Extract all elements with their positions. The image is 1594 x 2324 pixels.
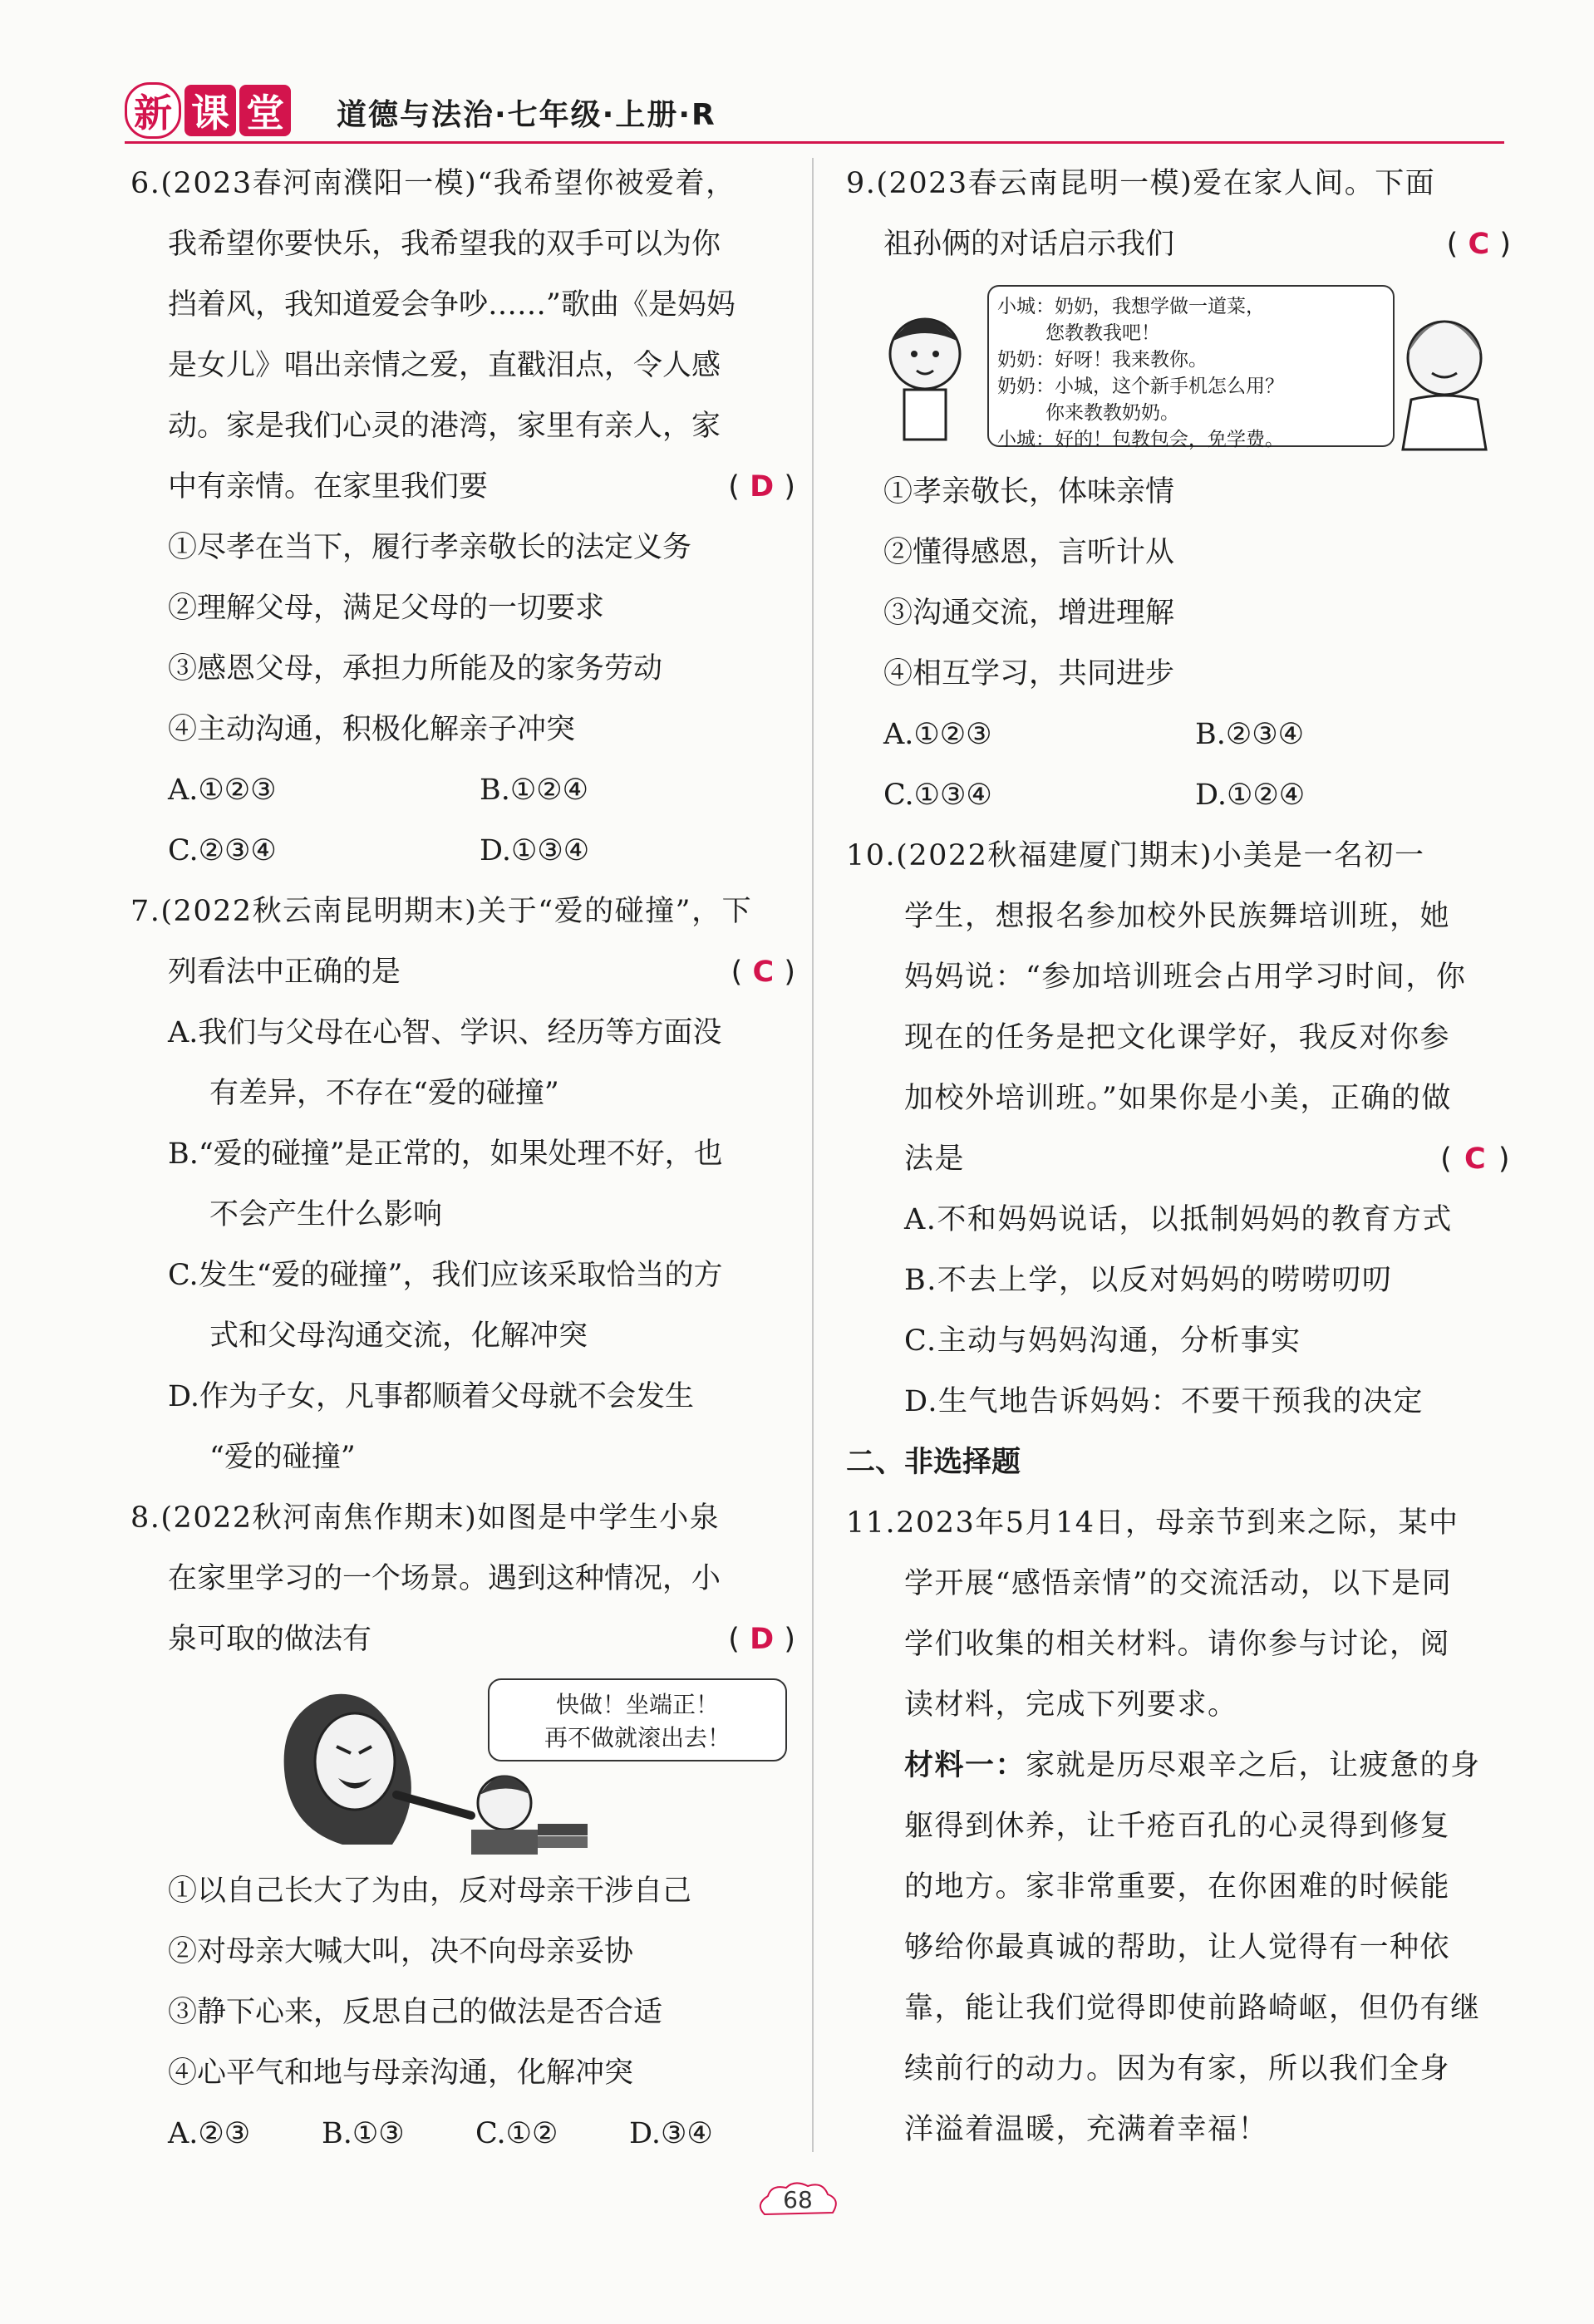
- q6-stem-line: 动。家是我们心灵的港湾，家里有亲人，家: [168, 410, 721, 443]
- q6-option-c: C.②③④: [168, 834, 277, 867]
- q8-option-c: C.①②: [475, 2117, 558, 2150]
- q10-option-c: C.主动与妈妈沟通，分析事实: [904, 1324, 1301, 1358]
- q7-option-b: B.“爱的碰撞”是正常的，如果处理不好，也: [168, 1137, 723, 1171]
- question-6: [130, 154, 795, 882]
- section-heading: 二、非选择题: [846, 1446, 1021, 1479]
- q7-answer: ( C ): [731, 956, 795, 989]
- q8-option-b: B.①③: [322, 2117, 405, 2150]
- q9-option-row: [846, 705, 1511, 765]
- q6-statement: ①尽孝在当下，履行孝亲敬长的法定义务: [168, 531, 692, 564]
- dialog-line: 小城：奶奶，我想学做一道菜，: [997, 296, 1265, 317]
- question-11: [846, 1493, 1511, 2160]
- q6-option-row: [130, 821, 795, 882]
- bubble-line: 快做！坐端正！: [555, 1691, 719, 1718]
- q9-option-d: D.①②④: [1195, 779, 1306, 812]
- material-label: 材料一：: [904, 1749, 1026, 1782]
- q10-stem-line: 现在的任务是把文化课学好，我反对你参: [904, 1021, 1451, 1054]
- right-column: [846, 154, 1511, 2160]
- q9-option-b: B.②③④: [1195, 718, 1304, 751]
- header-rule: [125, 141, 1504, 144]
- q8-option-d: D.③④: [629, 2117, 713, 2150]
- q6-answer: ( D ): [728, 470, 795, 504]
- q9-option-c: C.①③④: [883, 779, 992, 812]
- q11-stem-line: 学们收集的相关材料。请你参与讨论，阅: [904, 1628, 1451, 1661]
- question-8: [130, 1488, 795, 2164]
- question-7: [130, 882, 795, 1488]
- q6-stem-line: [130, 457, 795, 518]
- material-text: 家就是历尽艰辛之后，让疲惫的身: [1026, 1749, 1481, 1782]
- q7-option-c-cont: 式和父母沟通交流，化解冲突: [209, 1319, 588, 1353]
- q8-statement: ④心平气和地与母亲沟通，化解冲突: [168, 2056, 634, 2090]
- q11-material-line: 续前行的动力。因为有家，所以我们全身: [904, 2052, 1451, 2086]
- q10-option-d: D.生气地告诉妈妈：不要干预我的决定: [904, 1385, 1424, 1418]
- bubble-line: 再不做就滚出去！: [544, 1724, 731, 1752]
- logo-char-2: 课: [184, 85, 236, 136]
- brand-logo: [125, 81, 291, 140]
- q11-material-line: 的地方。家非常重要，在你困难的时候能: [904, 1870, 1451, 1904]
- q10-stem-tail: 法是: [904, 1142, 966, 1176]
- q7-option-d: D.作为子女，凡事都顺着父母就不会发生: [168, 1380, 694, 1413]
- q10-stem-line: [846, 1129, 1511, 1190]
- q8-stem-line: 在家里学习的一个场景。遇到这种情况，小: [168, 1562, 721, 1595]
- q11-material-line: 洋溢着温暖，充满着幸福！: [904, 2113, 1269, 2146]
- q11-material-line: [846, 1736, 1511, 1796]
- q6-option-d: D.①③④: [480, 834, 590, 867]
- q8-answer-letter: D: [750, 1623, 775, 1656]
- q9-answer: ( C ): [1446, 228, 1511, 261]
- q7-option-a: A.我们与父母在心智、学识、经历等方面没: [168, 1016, 722, 1049]
- page-number: 68: [783, 2186, 813, 2213]
- q6-statement: ②理解父母，满足父母的一切要求: [168, 592, 605, 625]
- q9-illustration: [846, 275, 1511, 462]
- q7-option-a-cont: 有差异，不存在“爱的碰撞”: [209, 1077, 559, 1110]
- q11-material-line: 够给你最真诚的帮助，让人觉得有一种依: [904, 1931, 1451, 1964]
- q8-option-a: A.②③: [168, 2117, 251, 2150]
- q10-stem-line: 妈妈说：“参加培训班会占用学习时间，你: [904, 961, 1467, 994]
- q9-stem-tail: 祖孙俩的对话启示我们: [883, 228, 1175, 261]
- page-footer: [752, 2181, 844, 2224]
- q7-option-b-cont: 不会产生什么影响: [209, 1198, 443, 1231]
- q11-material-line: 靠，能让我们觉得即使前路崎岖，但仍有继: [904, 1992, 1481, 2025]
- q10-option-b: B.不去上学，以反对妈妈的唠唠叨叨: [904, 1264, 1393, 1297]
- q6-option-a: A.①②③: [168, 774, 277, 807]
- q7-stem-line: [130, 942, 795, 1003]
- q6-statement: ③感恩父母，承担力所能及的家务劳动: [168, 652, 663, 685]
- question-9: [846, 154, 1511, 826]
- dialog-line: 奶奶：好呀！我来教你。: [997, 349, 1208, 371]
- q8-stem-tail: 泉可取的做法有: [168, 1623, 372, 1656]
- q9-option-row: [846, 765, 1511, 826]
- q10-answer-letter: C: [1464, 1142, 1488, 1176]
- speech-bubble: [488, 1678, 787, 1761]
- q9-statement: ③沟通交流，增进理解: [883, 597, 1175, 630]
- q11-material-line: 躯得到休养，让千疮百孔的心灵得到修复: [904, 1810, 1451, 1843]
- q10-stem-line: 10.(2022秋福建厦门期末)小美是一名初一: [846, 839, 1425, 872]
- q9-stem-line: 9.(2023春云南昆明一模)爱在家人间。下面: [846, 167, 1436, 200]
- dialog-line: 奶奶：小城，这个新手机怎么用？: [997, 376, 1284, 397]
- q7-answer-letter: C: [752, 956, 775, 989]
- q9-statement: ②懂得感恩，言听计从: [883, 536, 1175, 569]
- dialog-line: 你来教教奶奶。: [1045, 402, 1179, 424]
- q9-answer-letter: C: [1468, 228, 1490, 261]
- book-title: 道德与法治·七年级·上册·R: [337, 98, 716, 132]
- q7-stem-line: 7.(2022秋云南昆明期末)关于“爱的碰撞”，下: [130, 895, 753, 928]
- q8-stem-line: 8.(2022秋河南焦作期末)如图是中学生小泉: [130, 1501, 721, 1535]
- q11-stem-line: 11.2023年5月14日，母亲节到来之际，某中: [846, 1506, 1459, 1540]
- q8-statement: ③静下心来，反思自己的做法是否合适: [168, 1996, 663, 2029]
- q8-answer: ( D ): [728, 1623, 795, 1656]
- logo-char-3: 堂: [239, 85, 291, 136]
- q6-stem-line: 是女儿》唱出亲情之爱，直戳泪点，令人感: [168, 349, 721, 382]
- q8-stem-line: [130, 1609, 795, 1670]
- q6-stem-line: 我希望你要快乐，我希望我的双手可以为你: [168, 228, 721, 261]
- q9-statement: ④相互学习，共同进步: [883, 657, 1175, 690]
- q6-stem-line: 6.(2023春河南濮阳一模)“我希望你被爱着，: [130, 167, 736, 200]
- q10-stem-line: 学生，想报名参加校外民族舞培训班，她: [904, 900, 1451, 933]
- dialog-box: [987, 285, 1395, 450]
- q10-option-a: A.不和妈妈说话，以抵制妈妈的教育方式: [904, 1203, 1453, 1236]
- left-column: [130, 154, 795, 2164]
- dialog-line: 您教教我吧！: [1045, 322, 1160, 344]
- question-10: [846, 826, 1511, 1432]
- q7-stem-tail: 列看法中正确的是: [168, 956, 401, 989]
- q11-stem-line: 学开展“感悟亲情”的交流活动，以下是同: [904, 1567, 1453, 1600]
- q9-statement: ①孝亲敬长，体味亲情: [883, 475, 1175, 509]
- q8-statement: ②对母亲大喊大叫，决不向母亲妥协: [168, 1935, 634, 1968]
- q6-statement: ④主动沟通，积极化解亲子冲突: [168, 713, 576, 746]
- q8-statement: ①以自己长大了为由，反对母亲干涉自己: [168, 1874, 692, 1908]
- q9-stem-line: [846, 214, 1511, 275]
- q11-stem-line: 读材料，完成下列要求。: [904, 1688, 1238, 1722]
- q8-illustration: [239, 1670, 795, 1861]
- q6-option-row: [130, 760, 795, 821]
- q7-option-c: C.发生“爱的碰撞”，我们应该采取恰当的方: [168, 1259, 723, 1292]
- q10-answer: ( C ): [1440, 1142, 1511, 1176]
- q8-option-row: [130, 2104, 795, 2164]
- q10-stem-line: 加校外培训班。”如果你是小美，正确的做: [904, 1082, 1452, 1115]
- page-header: [125, 81, 1504, 148]
- logo-char-1: 新: [125, 82, 181, 139]
- dialog-line: 小城：好的！包教包会，免学费。: [997, 429, 1284, 450]
- q6-stem-tail: 中有亲情。在家里我们要: [168, 470, 489, 504]
- q6-option-b: B.①②④: [480, 774, 588, 807]
- q6-answer-letter: D: [750, 470, 775, 504]
- q7-option-d-cont: “爱的碰撞”: [209, 1441, 356, 1474]
- q6-stem-line: 挡着风，我知道爱会争吵……”歌曲《是妈妈: [168, 288, 736, 322]
- q9-option-a: A.①②③: [883, 718, 992, 751]
